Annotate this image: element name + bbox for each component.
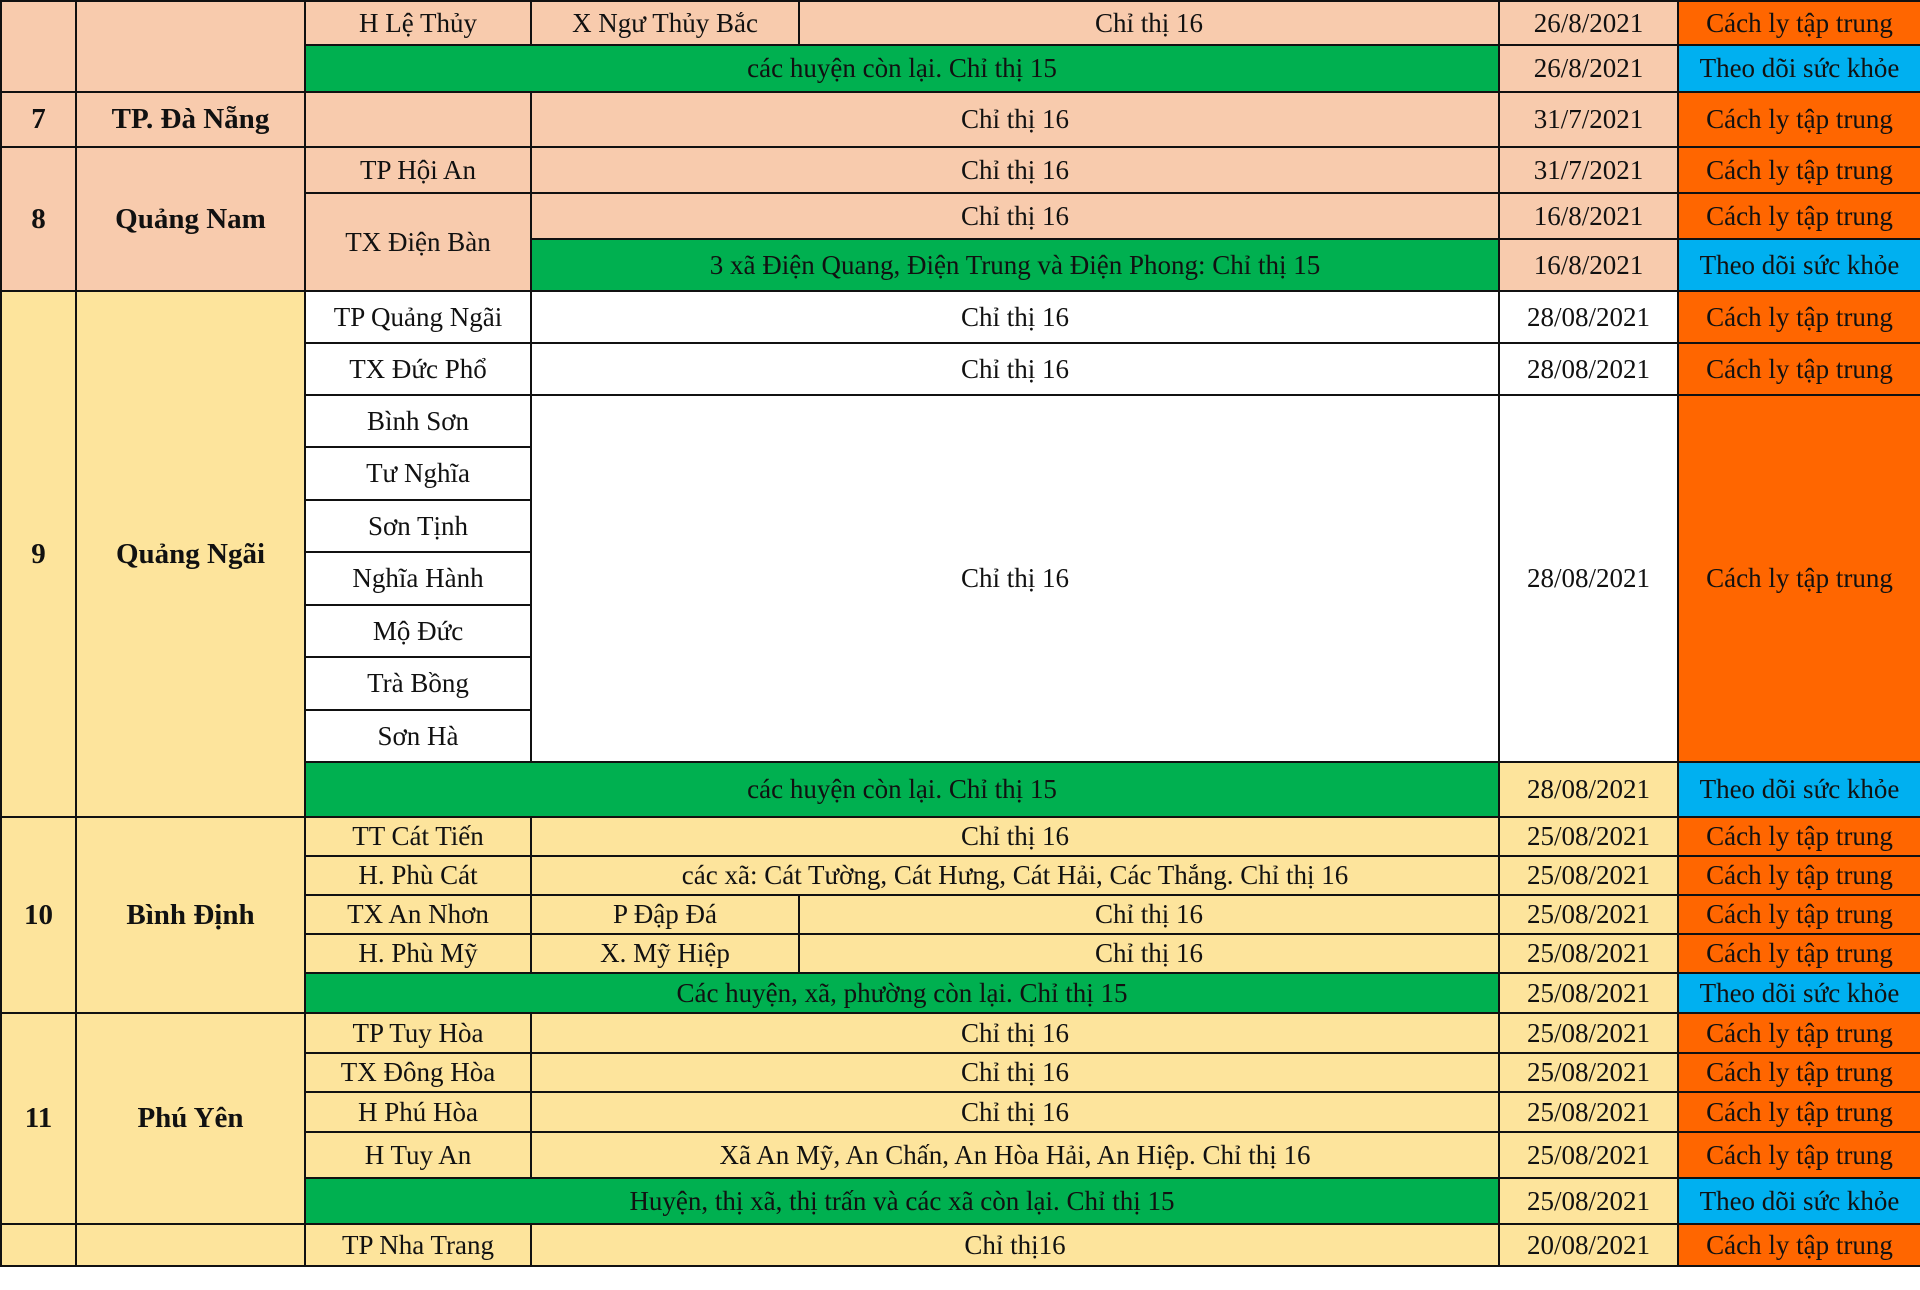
district-cell: Bình Sơn [305, 395, 531, 447]
status-quarantine-cell: Cách ly tập trung [1678, 1092, 1920, 1132]
status-quarantine-cell: Cách ly tập trung [1678, 1224, 1920, 1266]
table-row [1, 147, 1920, 193]
status-quarantine-cell: Cách ly tập trung [1678, 817, 1920, 856]
district-cell: TP Tuy Hòa [305, 1013, 531, 1053]
commune-cell: X. Mỹ Hiệp [531, 934, 799, 973]
measure-cell: Chỉ thị 16 [531, 92, 1499, 147]
measure-cell: các huyện còn lại. Chỉ thị 15 [305, 45, 1499, 92]
district-cell: TT Cát Tiến [305, 817, 531, 856]
date-cell: 25/08/2021 [1499, 1132, 1678, 1178]
status-quarantine-cell: Cách ly tập trung [1678, 193, 1920, 239]
date-cell: 25/08/2021 [1499, 934, 1678, 973]
commune-cell: X Ngư Thủy Bắc [531, 1, 799, 45]
status-monitor-cell: Theo dõi sức khỏe [1678, 762, 1920, 817]
status-quarantine-cell: Cách ly tập trung [1678, 1132, 1920, 1178]
status-monitor-cell: Theo dõi sức khỏe [1678, 973, 1920, 1013]
district-cell: H Lệ Thủy [305, 1, 531, 45]
table-row [1, 92, 1920, 147]
district-cell: TP Hội An [305, 147, 531, 193]
table-row [1, 1013, 1920, 1053]
date-cell: 26/8/2021 [1499, 45, 1678, 92]
date-cell: 25/08/2021 [1499, 895, 1678, 934]
commune-cell: P Đập Đá [531, 895, 799, 934]
province-name-cell: Quảng Ngãi [76, 291, 305, 817]
status-quarantine-cell: Cách ly tập trung [1678, 92, 1920, 147]
province-name-cell [76, 1, 305, 92]
measure-cell: Chỉ thị 16 [531, 343, 1499, 395]
district-cell: Sơn Hà [305, 710, 531, 762]
district-cell: Trà Bồng [305, 657, 531, 710]
measure-cell: Chỉ thị 16 [531, 817, 1499, 856]
measure-cell: Chỉ thị 16 [531, 147, 1499, 193]
status-quarantine-cell: Cách ly tập trung [1678, 856, 1920, 895]
district-cell: H. Phù Cát [305, 856, 531, 895]
status-quarantine-cell: Cách ly tập trung [1678, 895, 1920, 934]
district-cell: Nghĩa Hành [305, 552, 531, 605]
measure-cell: Chỉ thị 16 [799, 934, 1499, 973]
district-cell: H Tuy An [305, 1132, 531, 1178]
status-quarantine-cell: Cách ly tập trung [1678, 395, 1920, 762]
status-quarantine-cell: Cách ly tập trung [1678, 1053, 1920, 1092]
date-cell: 25/08/2021 [1499, 1178, 1678, 1224]
province-number-cell: 9 [1, 291, 76, 817]
district-cell: Tư Nghĩa [305, 447, 531, 500]
district-cell: Mộ Đức [305, 605, 531, 657]
measure-cell: các huyện còn lại. Chỉ thị 15 [305, 762, 1499, 817]
province-number-cell: 11 [1, 1013, 76, 1224]
measure-cell: Chỉ thị 16 [799, 895, 1499, 934]
province-name-cell: TP. Đà Nẵng [76, 92, 305, 147]
measure-cell: Huyện, thị xã, thị trấn và các xã còn lại. Chỉ thị 15 [305, 1178, 1499, 1224]
district-cell: TP Quảng Ngãi [305, 291, 531, 343]
date-cell: 31/7/2021 [1499, 92, 1678, 147]
status-quarantine-cell: Cách ly tập trung [1678, 147, 1920, 193]
date-cell: 25/08/2021 [1499, 1053, 1678, 1092]
province-number-cell: 10 [1, 817, 76, 1013]
province-number-cell: 8 [1, 147, 76, 291]
status-quarantine-cell: Cách ly tập trung [1678, 1013, 1920, 1053]
district-cell: Sơn Tịnh [305, 500, 531, 552]
date-cell: 16/8/2021 [1499, 239, 1678, 291]
province-name-cell: Phú Yên [76, 1013, 305, 1224]
date-cell: 26/8/2021 [1499, 1, 1678, 45]
district-cell: H. Phù Mỹ [305, 934, 531, 973]
status-monitor-cell: Theo dõi sức khỏe [1678, 239, 1920, 291]
measure-cell: Chỉ thị16 [531, 1224, 1499, 1266]
province-name-cell: Quảng Nam [76, 147, 305, 291]
measure-cell: Chỉ thị 16 [531, 291, 1499, 343]
measure-cell: Các huyện, xã, phường còn lại. Chỉ thị 15 [305, 973, 1499, 1013]
status-monitor-cell: Theo dõi sức khỏe [1678, 45, 1920, 92]
district-cell [305, 92, 531, 147]
status-quarantine-cell: Cách ly tập trung [1678, 1, 1920, 45]
status-quarantine-cell: Cách ly tập trung [1678, 291, 1920, 343]
date-cell: 25/08/2021 [1499, 973, 1678, 1013]
status-quarantine-cell: Cách ly tập trung [1678, 343, 1920, 395]
measure-cell: Chỉ thị 16 [531, 193, 1499, 239]
district-cell: TX Đông Hòa [305, 1053, 531, 1092]
table-row [1, 1224, 1920, 1266]
date-cell: 25/08/2021 [1499, 817, 1678, 856]
province-name-cell [76, 1224, 305, 1266]
date-cell: 25/08/2021 [1499, 1092, 1678, 1132]
province-number-cell [1, 1224, 76, 1266]
date-cell: 28/08/2021 [1499, 291, 1678, 343]
measure-cell: Chỉ thị 16 [531, 1013, 1499, 1053]
district-cell: TX Đức Phổ [305, 343, 531, 395]
measure-cell: Chỉ thị 16 [799, 1, 1499, 45]
province-number-cell [1, 1, 76, 92]
date-cell: 25/08/2021 [1499, 856, 1678, 895]
measure-cell: 3 xã Điện Quang, Điện Trung và Điện Phong: Chỉ thị 15 [531, 239, 1499, 291]
district-cell: TX An Nhơn [305, 895, 531, 934]
status-monitor-cell: Theo dõi sức khỏe [1678, 1178, 1920, 1224]
table-row [1, 291, 1920, 343]
province-number-cell: 7 [1, 92, 76, 147]
district-cell: TP Nha Trang [305, 1224, 531, 1266]
table-row [1, 1, 1920, 45]
measure-cell: Chỉ thị 16 [531, 1053, 1499, 1092]
district-cell: TX Điện Bàn [305, 193, 531, 291]
district-cell: H Phú Hòa [305, 1092, 531, 1132]
province-name-cell: Bình Định [76, 817, 305, 1013]
date-cell: 20/08/2021 [1499, 1224, 1678, 1266]
date-cell: 16/8/2021 [1499, 193, 1678, 239]
measure-cell: các xã: Cát Tường, Cát Hưng, Cát Hải, Các Thắng. Chỉ thị 16 [531, 856, 1499, 895]
date-cell: 28/08/2021 [1499, 343, 1678, 395]
date-cell: 28/08/2021 [1499, 395, 1678, 762]
date-cell: 25/08/2021 [1499, 1013, 1678, 1053]
date-cell: 31/7/2021 [1499, 147, 1678, 193]
measure-cell: Chỉ thị 16 [531, 1092, 1499, 1132]
date-cell: 28/08/2021 [1499, 762, 1678, 817]
measure-cell: Xã An Mỹ, An Chấn, An Hòa Hải, An Hiệp. Chỉ thị 16 [531, 1132, 1499, 1178]
table-row [1, 817, 1920, 856]
status-quarantine-cell: Cách ly tập trung [1678, 934, 1920, 973]
measure-cell: Chỉ thị 16 [531, 395, 1499, 762]
